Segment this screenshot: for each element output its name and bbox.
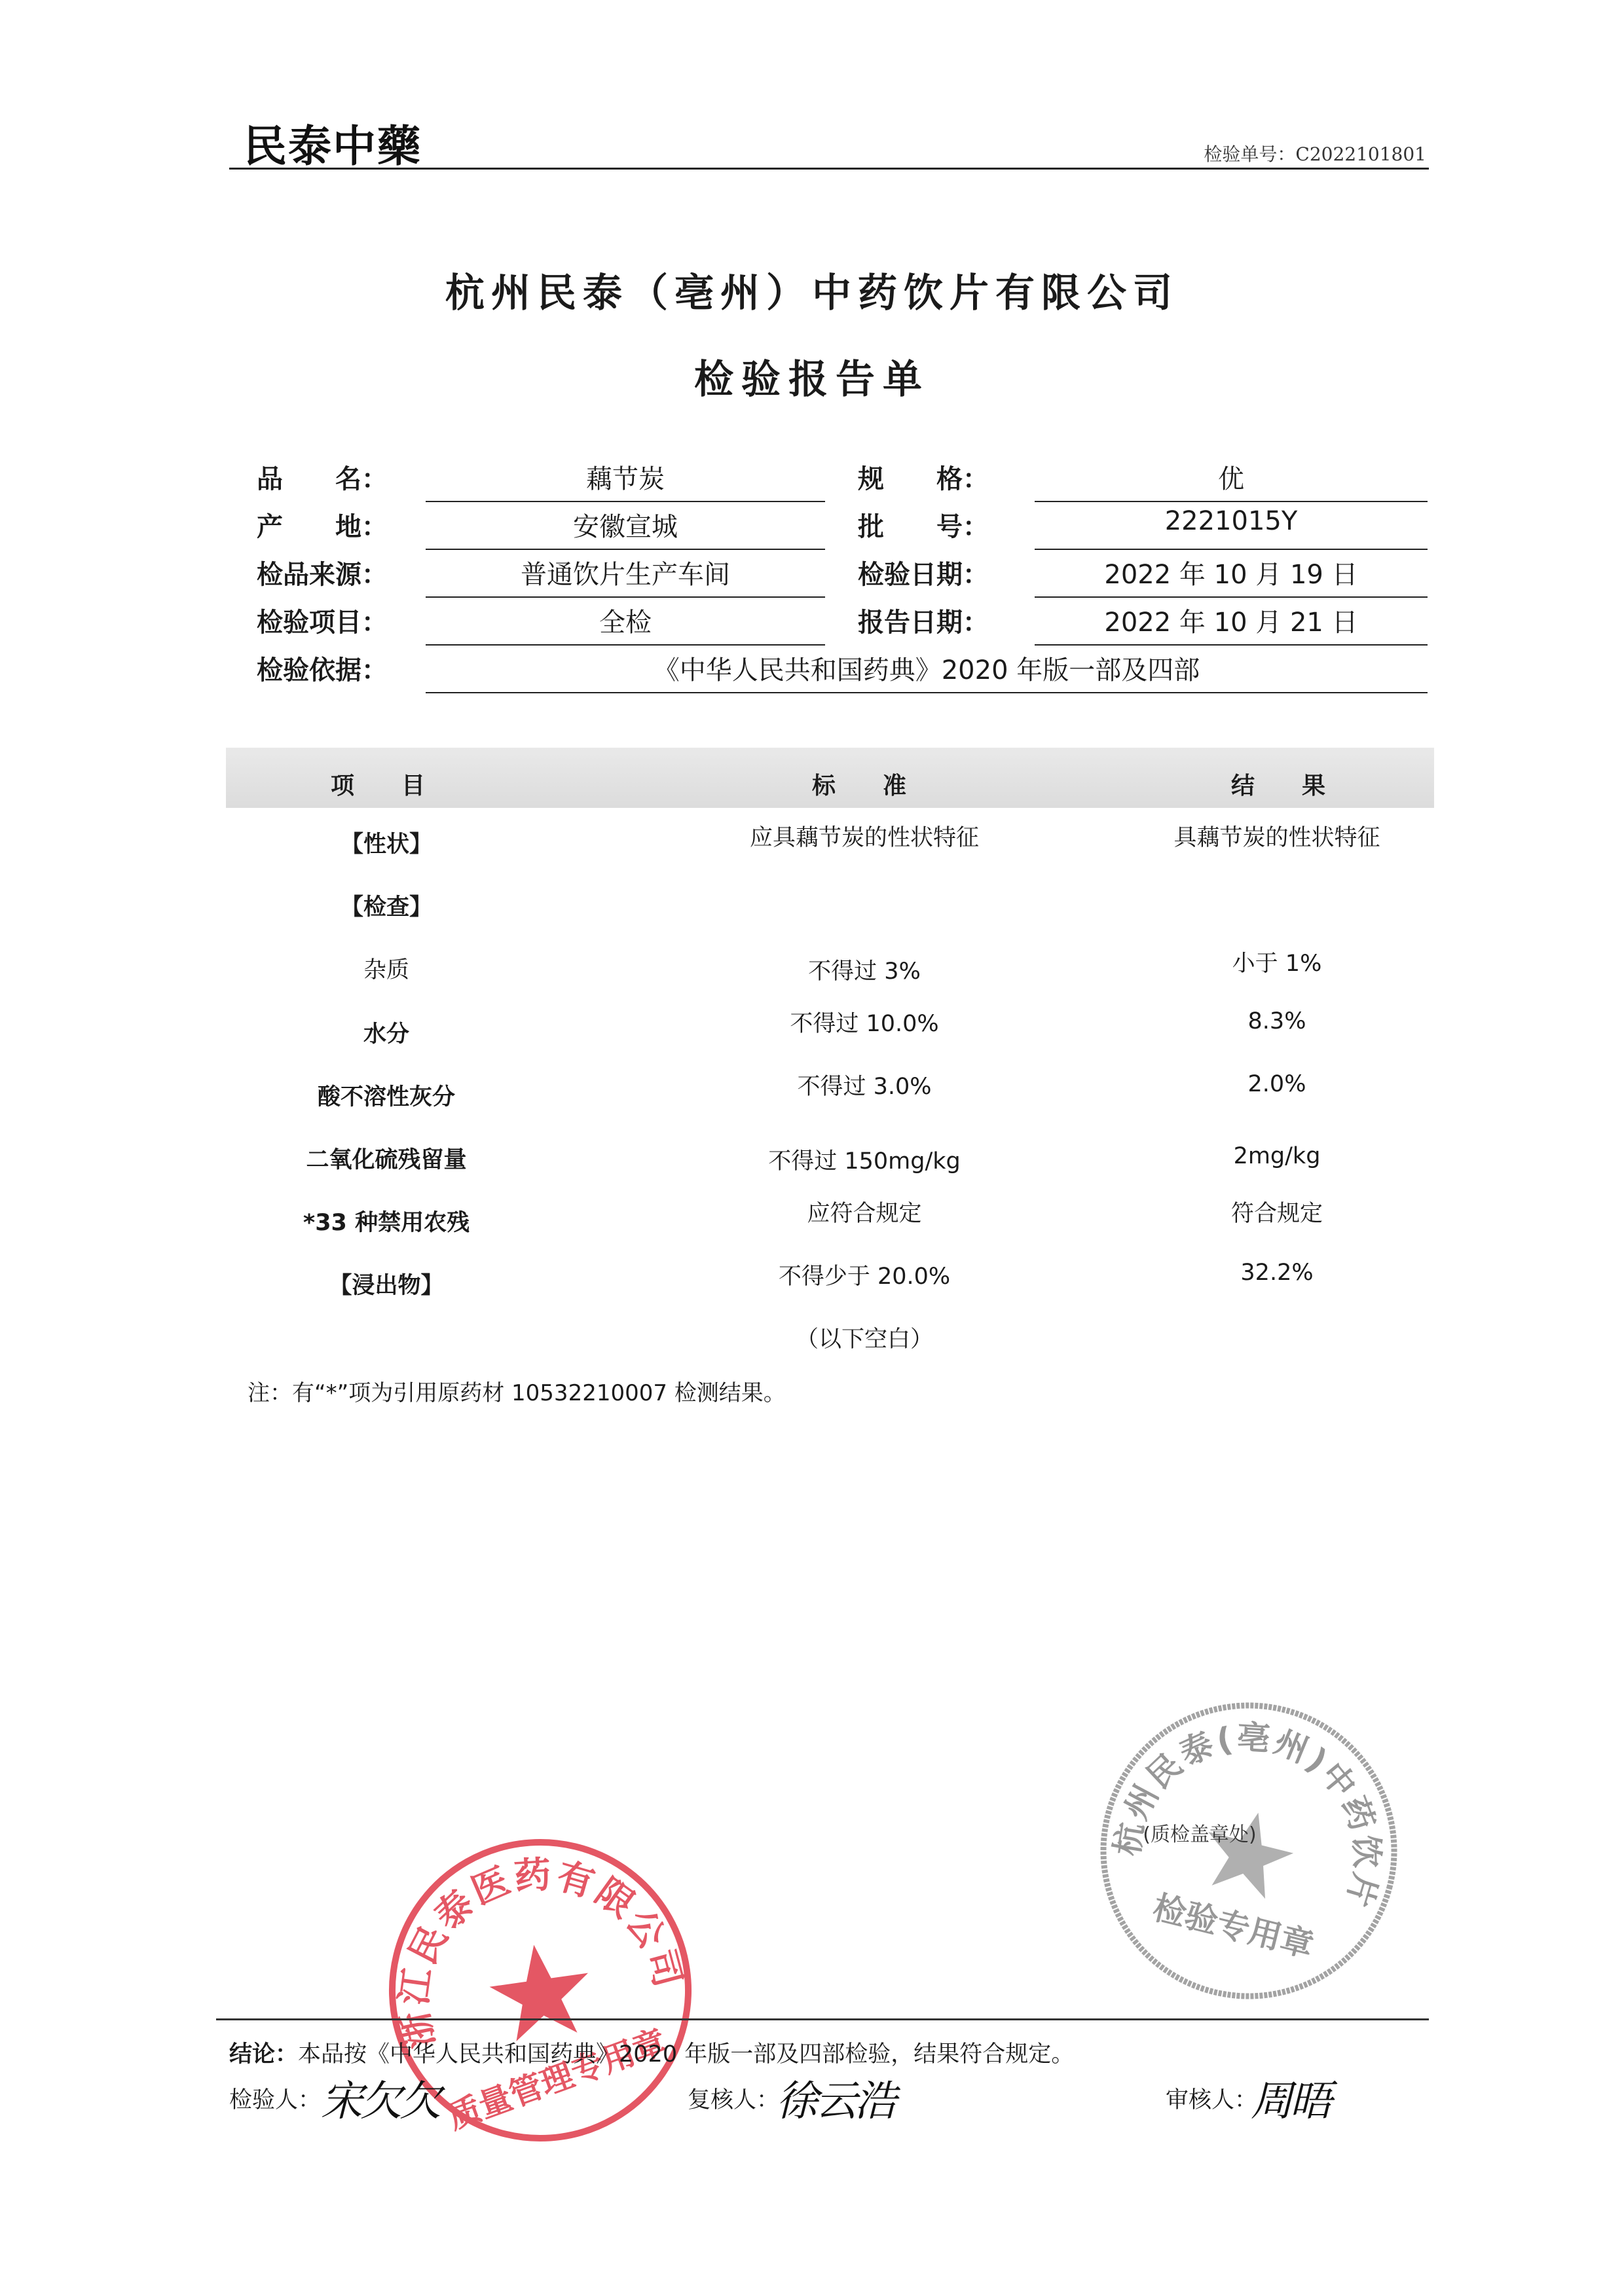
origin-value: 安徽宣城 <box>573 512 678 542</box>
batch-value: 2221015Y <box>1164 506 1298 536</box>
basis-label: 检验依据： <box>257 655 388 685</box>
inspector-label: 检验人： <box>229 2087 322 2113</box>
items-value: 全检 <box>599 608 652 638</box>
report-date-label: 报告日期： <box>858 608 989 638</box>
origin-underline <box>426 549 825 550</box>
row-result: 8.3% <box>1247 1008 1306 1034</box>
batch-underline <box>1035 549 1428 550</box>
reviewer-signature: 徐云浩 <box>776 2077 894 2126</box>
row-item: 【检查】 <box>340 894 432 920</box>
row-standard: 不得过 3% <box>808 958 921 985</box>
row-item: 水分 <box>363 1021 409 1048</box>
seal-outer-text: 杭州民泰(亳州)中药饮片有限公司 <box>1108 1718 1386 1914</box>
row-item: *33 种禁用农残 <box>303 1210 470 1236</box>
product-value: 藕节炭 <box>586 464 665 494</box>
row-standard: 不得过 3.0% <box>797 1074 932 1100</box>
spec-underline <box>1035 501 1428 502</box>
header-standard: 标 准 <box>812 773 907 799</box>
test-date-value: 2022 年 10 月 19 日 <box>1104 560 1358 590</box>
basis-value: 《中华人民共和国药典》2020 年版一部及四部 <box>653 655 1200 685</box>
report-date-value: 2022 年 10 月 21 日 <box>1104 608 1358 638</box>
spec-label: 规 格： <box>858 464 989 494</box>
row-item: 杂质 <box>363 957 409 983</box>
test-date-label: 检验日期： <box>858 560 989 590</box>
seal-outer-text: 浙江民泰医药有限公司 <box>392 1853 690 2052</box>
row-item: 【浸出物】 <box>329 1273 444 1299</box>
row-standard: 应具藕节炭的性状特征 <box>749 825 979 851</box>
row-standard: 不得过 10.0% <box>790 1011 939 1037</box>
row-standard: 不得少于 20.0% <box>778 1264 951 1290</box>
items-underline <box>426 644 825 646</box>
seal-bottom-text: 质量管理专用章 <box>443 2022 672 2137</box>
row-result: 小于 1% <box>1232 951 1322 977</box>
source-underline <box>426 596 825 598</box>
report-date-underline <box>1035 644 1428 646</box>
inspection-seal <box>1095 1697 1403 2005</box>
conclusion <box>229 2036 1074 2069</box>
row-item: 二氧化硫残留量 <box>306 1147 467 1173</box>
row-standard: 不得过 150mg/kg <box>768 1148 961 1175</box>
seal-caption: (质检盖章处) <box>1143 1823 1257 1846</box>
company-logo: 民泰中藥 <box>244 120 422 172</box>
row-item: 酸不溶性灰分 <box>317 1084 455 1110</box>
star-icon <box>1196 1802 1301 1903</box>
star-icon <box>485 1938 596 2044</box>
conclusion-text: 本品按《中华人民共和国药典》2020 年版一部及四部检验，结果符合规定。 <box>298 2041 1075 2068</box>
row-result: 2mg/kg <box>1233 1143 1321 1169</box>
conclusion-label: 结论： <box>229 2041 299 2068</box>
spec-value: 优 <box>1218 464 1244 494</box>
product-label: 品 名： <box>257 464 388 494</box>
header-divider <box>229 168 1429 170</box>
reviewer-label: 复核人： <box>688 2087 780 2113</box>
header-item: 项 目 <box>331 773 426 799</box>
auditor-label: 审核人： <box>1166 2087 1258 2113</box>
row-standard: 应符合规定 <box>807 1201 922 1227</box>
test-date-underline <box>1035 596 1428 598</box>
origin-label: 产 地： <box>257 512 388 542</box>
basis-underline <box>426 692 1428 693</box>
product-underline <box>426 501 825 502</box>
report-number: 检验单号：C2022101801 <box>1204 143 1426 165</box>
row-result: 32.2% <box>1240 1260 1314 1286</box>
row-result: 2.0% <box>1247 1071 1306 1097</box>
footnote: 注：有“*”项为引用原药材 10532210007 检测结果。 <box>248 1380 786 1406</box>
footer-divider <box>216 2018 1429 2020</box>
company-name: 杭州民泰（亳州）中药饮片有限公司 <box>445 270 1179 316</box>
batch-label: 批 号： <box>858 512 989 542</box>
table-end-mark: （以下空白） <box>795 1326 933 1353</box>
document-title: 检验报告单 <box>694 357 930 403</box>
seal-bottom-text: 检验专用章 <box>1149 1888 1318 1965</box>
inspector-signature: 宋欠欠 <box>321 2077 439 2126</box>
header-result: 结 果 <box>1231 773 1326 799</box>
row-result: 符合规定 <box>1230 1201 1323 1227</box>
row-item: 【性状】 <box>340 831 432 858</box>
auditor-signature: 周晤 <box>1251 2077 1329 2126</box>
items-label: 检验项目： <box>257 608 388 638</box>
source-label: 检品来源： <box>257 560 388 590</box>
source-value: 普通饮片生产车间 <box>521 560 730 590</box>
row-result: 具藕节炭的性状特征 <box>1173 825 1380 851</box>
